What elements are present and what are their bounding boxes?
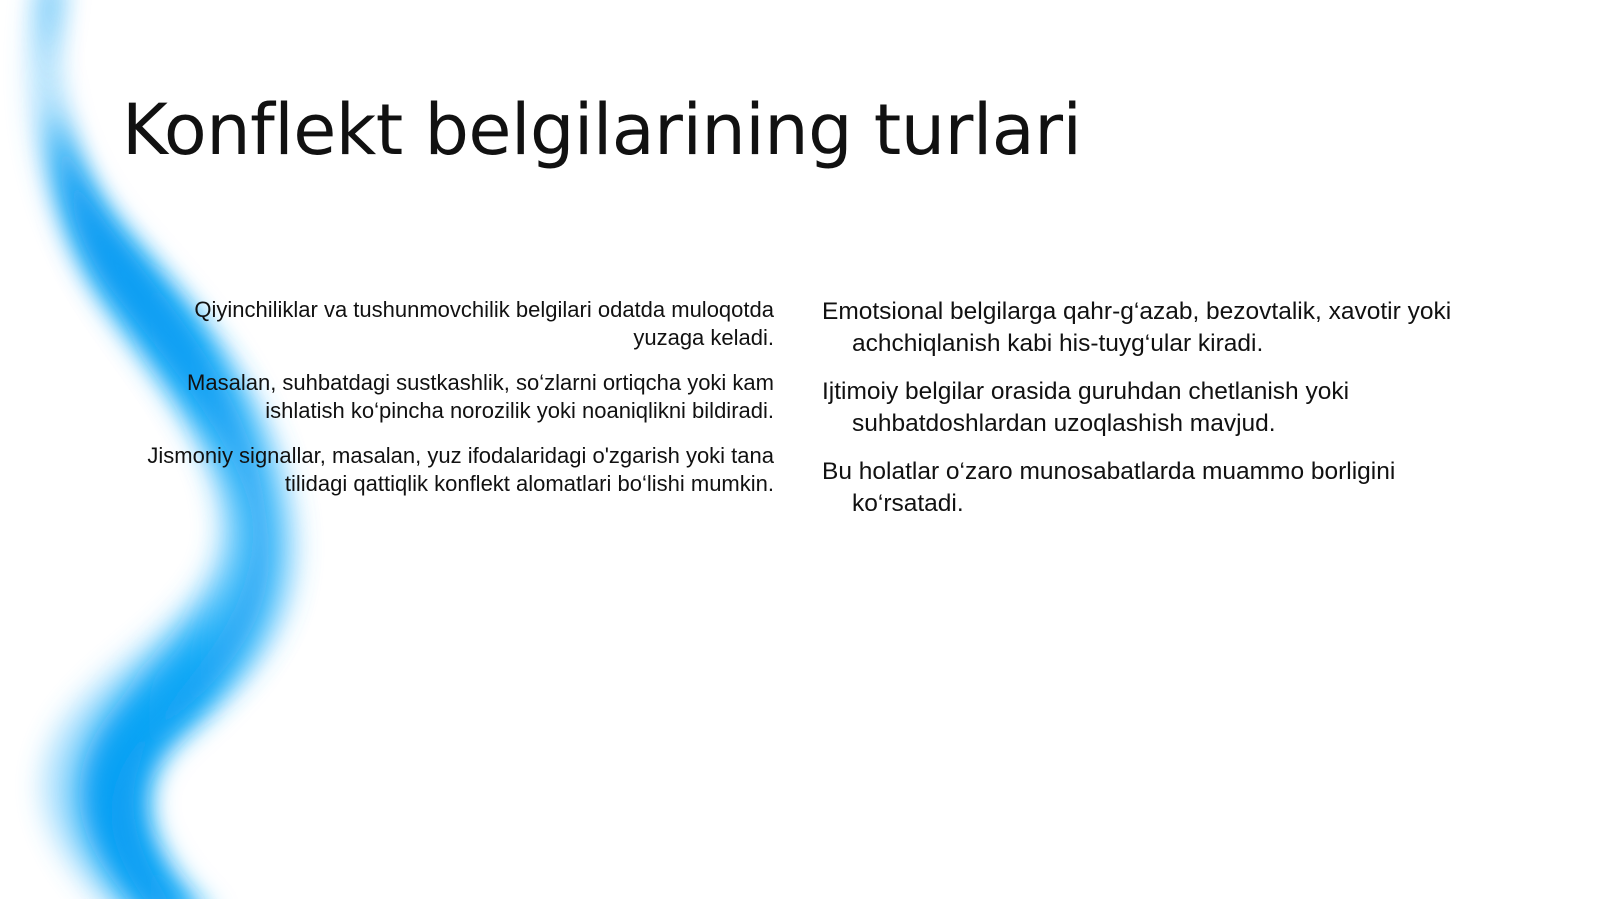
left-paragraph: Masalan, suhbatdagi sustkashlik, so‘zlarni ortiqcha yoki kam ishlatish ko‘pincha norozilik yoki noaniqlikni bildiradi. (187, 370, 774, 423)
left-text-column (120, 296, 774, 515)
right-paragraph: Bu holatlar o‘zaro munosabatlarda muammo borligini ko‘rsatadi. (822, 458, 1396, 517)
left-paragraph: Jismoniy signallar, masalan, yuz ifodalaridagi o'zgarish yoki tana tilidagi qattiqlik konflekt alomatlari bo‘lishi mumkin. (147, 443, 774, 496)
right-paragraph: Ijtimoiy belgilar orasida guruhdan chetlanish yoki suhbatdoshlardan uzoqlashish mavjud. (822, 378, 1350, 437)
right-paragraph: Emotsional belgilarga qahr-g‘azab, bezovtalik, xavotir yoki achchiqlanish kabi his-tuyg‘ular kiradi. (822, 298, 1452, 357)
slide-title: Konflekt belgilarining turlari (122, 89, 1082, 171)
left-paragraph: Qiyinchiliklar va tushunmovchilik belgilari odatda muloqotda yuzaga keladi. (194, 297, 774, 350)
right-text-column (822, 296, 1482, 536)
